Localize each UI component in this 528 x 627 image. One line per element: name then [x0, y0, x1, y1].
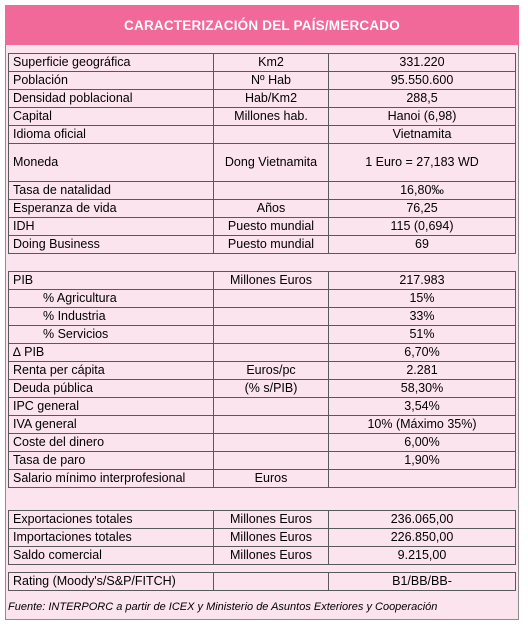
row-unit: (% s/PIB) [214, 380, 329, 398]
row-unit: Años [214, 200, 329, 218]
row-value: 1,90% [329, 452, 516, 470]
row-value: 288,5 [329, 90, 516, 108]
row-unit: Dong Vietnamita [214, 144, 329, 182]
table-row [9, 144, 516, 182]
row-label: % Industria [9, 308, 214, 326]
row-unit: Millones Euros [214, 272, 329, 290]
row-value: 217.983 [329, 272, 516, 290]
row-value: 115 (0,694) [329, 218, 516, 236]
row-unit [214, 434, 329, 452]
row-unit: Puesto mundial [214, 236, 329, 254]
row-label: Coste del dinero [9, 434, 214, 452]
row-unit: Millones Euros [214, 511, 329, 529]
row-label: Moneda [9, 144, 214, 182]
row-unit [214, 290, 329, 308]
row-unit: Millones Euros [214, 547, 329, 565]
row-unit: Puesto mundial [214, 218, 329, 236]
row-value: 95.550.600 [329, 72, 516, 90]
row-label: Doing Business [9, 236, 214, 254]
table-row [9, 434, 516, 452]
country-facts-table [8, 53, 516, 254]
table-row [9, 308, 516, 326]
table-row [9, 200, 516, 218]
row-label: Renta per cápita [9, 362, 214, 380]
table-row [9, 573, 516, 591]
table-row [9, 72, 516, 90]
table-row [9, 326, 516, 344]
row-value: 15% [329, 290, 516, 308]
table-row [9, 90, 516, 108]
table-row [9, 511, 516, 529]
table-row [9, 218, 516, 236]
row-value: 58,30% [329, 380, 516, 398]
row-label: IPC general [9, 398, 214, 416]
table-row [9, 290, 516, 308]
row-unit [214, 182, 329, 200]
table-row [9, 54, 516, 72]
table-row [9, 344, 516, 362]
row-value: Vietnamita [329, 126, 516, 144]
row-label: Idioma oficial [9, 126, 214, 144]
row-label: Rating (Moody's/S&P/FITCH) [9, 573, 214, 591]
row-label: PIB [9, 272, 214, 290]
row-label: IDH [9, 218, 214, 236]
row-unit: Euros/pc [214, 362, 329, 380]
trade-table [8, 510, 516, 565]
row-value: 1 Euro = 27,183 WD [329, 144, 516, 182]
row-value [329, 470, 516, 488]
row-unit: Millones hab. [214, 108, 329, 126]
row-unit [214, 452, 329, 470]
row-unit [214, 326, 329, 344]
table-row [9, 470, 516, 488]
economy-table [8, 271, 516, 488]
row-label: Densidad poblacional [9, 90, 214, 108]
row-label: Tasa de paro [9, 452, 214, 470]
table-row [9, 182, 516, 200]
row-unit [214, 344, 329, 362]
row-label: Superficie geográfica [9, 54, 214, 72]
row-value: 6,00% [329, 434, 516, 452]
row-value: 6,70% [329, 344, 516, 362]
row-value: 331.220 [329, 54, 516, 72]
table-row [9, 272, 516, 290]
row-value: 76,25 [329, 200, 516, 218]
table-row [9, 529, 516, 547]
row-unit: Hab/Km2 [214, 90, 329, 108]
row-label: ∆ PIB [9, 344, 214, 362]
row-unit [214, 416, 329, 434]
row-label: % Agricultura [9, 290, 214, 308]
row-value: 236.065,00 [329, 511, 516, 529]
rating-table [8, 572, 516, 591]
table-row [9, 452, 516, 470]
row-label: Importaciones totales [9, 529, 214, 547]
table-title: CARACTERIZACIÓN DEL PAÍS/MERCADO [5, 5, 519, 45]
table-row [9, 380, 516, 398]
row-label: Capital [9, 108, 214, 126]
row-value: 16,80‰ [329, 182, 516, 200]
row-value: 69 [329, 236, 516, 254]
row-label: Salario mínimo interprofesional [9, 470, 214, 488]
row-unit [214, 398, 329, 416]
row-label: IVA general [9, 416, 214, 434]
row-label: Exportaciones totales [9, 511, 214, 529]
table-row [9, 108, 516, 126]
row-unit [214, 573, 329, 591]
row-unit [214, 126, 329, 144]
row-value: 2.281 [329, 362, 516, 380]
row-label: Esperanza de vida [9, 200, 214, 218]
row-label: Población [9, 72, 214, 90]
row-value: 10% (Máximo 35%) [329, 416, 516, 434]
row-unit: Nº Hab [214, 72, 329, 90]
table-row [9, 416, 516, 434]
table-row [9, 236, 516, 254]
source-note: Fuente: INTERPORC a partir de ICEX y Ministerio de Asuntos Exteriores y Cooperación [8, 601, 438, 613]
row-value: Hanoi (6,98) [329, 108, 516, 126]
row-value: 51% [329, 326, 516, 344]
row-unit: Km2 [214, 54, 329, 72]
row-label: Tasa de natalidad [9, 182, 214, 200]
row-label: Saldo comercial [9, 547, 214, 565]
row-value: 33% [329, 308, 516, 326]
row-value: 226.850,00 [329, 529, 516, 547]
row-label: Deuda pública [9, 380, 214, 398]
row-unit: Millones Euros [214, 529, 329, 547]
row-value: B1/BB/BB- [329, 573, 516, 591]
table-row [9, 126, 516, 144]
table-row [9, 362, 516, 380]
row-unit: Euros [214, 470, 329, 488]
row-unit [214, 308, 329, 326]
row-value: 9.215,00 [329, 547, 516, 565]
row-value: 3,54% [329, 398, 516, 416]
row-label: % Servicios [9, 326, 214, 344]
table-row [9, 398, 516, 416]
table-row [9, 547, 516, 565]
